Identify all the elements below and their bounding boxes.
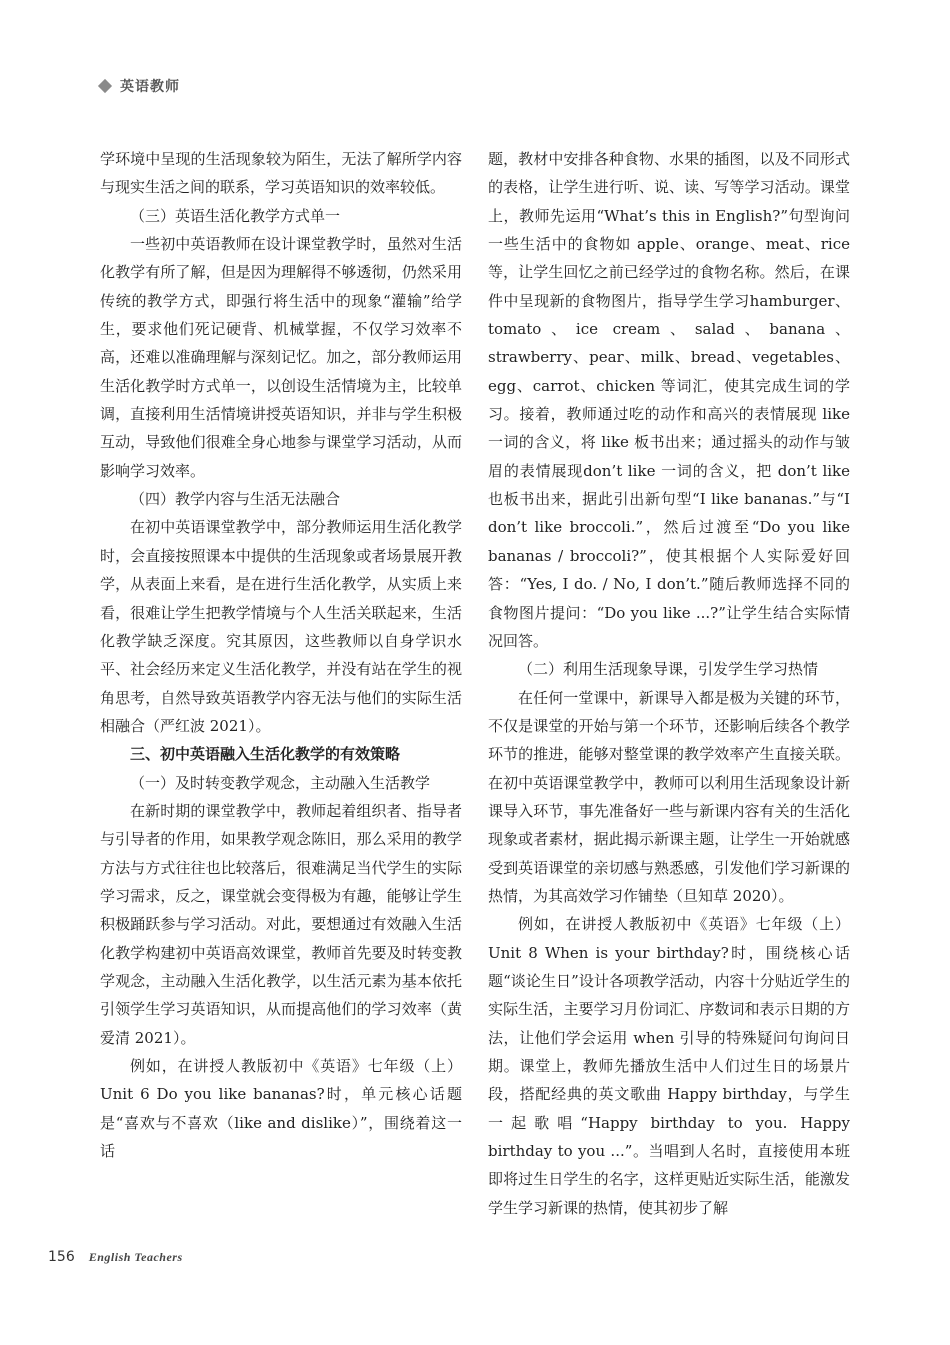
paragraph: 在任何一堂课中，新课导入都是极为关键的环节，不仅是课堂的开始与第一个环节，还影响后续各个教学环节的推进，能够对整堂课的教学效率产生直接关联。在初中英语课堂教学中，教师可以利用生活现象设计新课导入环节，事先准备好一些与新课内容有关的生活化现象或者素材，据此揭示新课主题，让学生一开始就感受到英语课堂的亲切感与熟悉感，引发他们学习新课的热情，为其高效学习作铺垫（旦知草 2020）。: [488, 688, 850, 905]
running-header: [100, 76, 180, 96]
paragraph: 在新时期的课堂教学中，教师起着组织者、指导者与引导者的作用，如果教学观念陈旧，那么采用的教学方法与方式往往也比较落后，很难满足当代学生的实际学习需求，反之，课堂就会变得极为有趣，能够让学生积极踊跃参与学习活动。对此，要想通过有效融入生活化教学构建初中英语高效课堂，教师首先要及时转变教学观念，主动融入生活化教学，以生活元素为基本依托引领学生学习英语知识，从而提高他们的学习效率（黄爱清 2021）。: [100, 801, 462, 1047]
subheading: （一）及时转变教学观念，主动融入生活教学: [130, 773, 431, 792]
subheading: （四）教学内容与生活无法融合: [130, 490, 341, 509]
paragraph: 在初中英语课堂教学中，部分教师运用生活化教学时，会直接按照课本中提供的生活现象或者场景展开教学，从表面上来看，是在进行生活化教学，从实质上来看，很难让学生把教学情境与个人生活关联起来，生活化教学缺乏深度。究其原因，这些教师以自身学识水平、社会经历来定义生活化教学，并没有站在学生的视角思考，自然导致英语教学内容无法与他们的实际生活相融合（严红波 2021）。: [100, 518, 462, 735]
paragraph: 题，教材中安排各种食物、水果的插图，以及不同形式的表格，让学生进行听、说、读、写等学习活动。课堂上，教师先运用“What’s this in English?”句型询问一些生活中的食物如 apple、orange、meat、rice 等，让学生回忆之前已经学过的食物名称。然后，在课件中呈现新的食物图片，指导学生学习hamburger、tomato、ice cream、salad、banana、strawberry、pear、milk、bread、vegetables、egg、carrot、chicken 等词汇，使其完成生词的学习。接着，教师通过吃的动作和高兴的表情展现 like 一词的含义，将 like 板书出来；通过摇头的动作与皱眉的表情展现don’t like 一词的含义，把 don’t like 也板书出来，据此引出新句型“I like bananas.”与“I don’t like broccoli.”，然后过渡至“Do you like bananas / broccoli?”，使其根据个人实际爱好回答：“Yes, I do. / No, I don’t.”随后教师选择不同的食物图片提问：“Do you like ...?”让学生结合实际情况回答。: [488, 150, 850, 650]
subheading: （二）利用生活现象导课，引发学生学习热情: [518, 660, 819, 679]
left-column: [100, 145, 462, 1165]
journal-title: 英语教师: [120, 79, 180, 95]
section-heading: 三、初中英语融入生活化教学的有效策略: [130, 745, 401, 764]
right-column: [488, 145, 850, 1222]
paragraph: 例如，在讲授人教版初中《英语》七年级（上）Unit 6 Do you like bananas?时，单元核心话题是“喜欢与不喜欢（like and dislike）”，围绕着这一话: [100, 1057, 462, 1161]
diamond-icon: [98, 79, 112, 93]
journal-name: English Teachers: [88, 1250, 183, 1264]
page-number: 156: [48, 1249, 75, 1265]
paragraph: 例如，在讲授人教版初中《英语》七年级（上）Unit 8 When is your birthday?时，围绕核心话题“谈论生日”设计各项教学活动，内容十分贴近学生的实际生活，主要学习月份词汇、序数词和表示日期的方法，让他们学会运用 when 引导的特殊疑问句询问日期。课堂上，教师先播放生活中人们过生日的场景片段，搭配经典的英文歌曲 Happy birthday，与学生一起歌唱“Happy birthday to you. Happy birthday to you ...”。当唱到人名时，直接使用本班即将过生日学生的名字，这样更贴近实际生活，能激发学生学习新课的热情，使其初步了解: [488, 915, 850, 1217]
running-footer: [48, 1249, 183, 1265]
paragraph: 学环境中呈现的生活现象较为陌生，无法了解所学内容与现实生活之间的联系，学习英语知识的效率较低。: [100, 150, 462, 197]
subheading: （三）英语生活化教学方式单一: [130, 206, 341, 225]
paragraph: 一些初中英语教师在设计课堂教学时，虽然对生活化教学有所了解，但是因为理解得不够透彻，仍然采用传统的教学方式，即强行将生活中的现象“灌输”给学生，要求他们死记硬背、机械掌握，不仅学习效率不高，还难以准确理解与深刻记忆。加之，部分教师运用生活化教学时方式单一，以创设生活情境为主，比较单调，直接利用生活情境讲授英语知识，并非与学生积极互动，导致他们很难全身心地参与课堂学习活动，从而影响学习效率。: [100, 235, 462, 480]
